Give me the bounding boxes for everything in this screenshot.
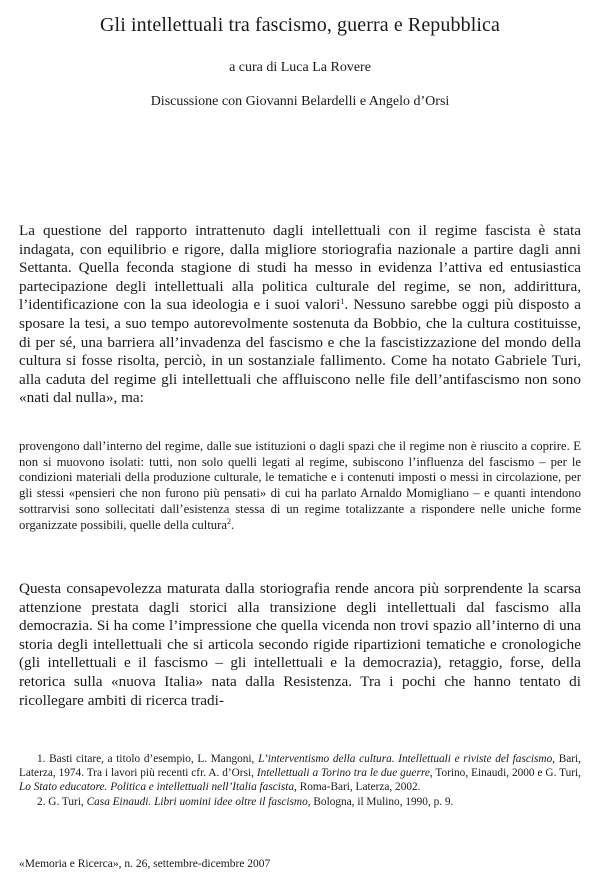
footnote-1-title-1: L’interventismo della cultura. Intellettuali e riviste del fascismo <box>258 753 553 765</box>
block-quote <box>19 439 581 533</box>
quote-end: . <box>230 517 235 532</box>
journal-citation-footer: «Memoria e Ricerca», n. 26, settembre-dicembre 2007 <box>19 858 271 870</box>
footnote-2-text: , Bologna, il Mulino, 1990, p. 9. <box>307 795 454 808</box>
footnotes <box>19 752 581 809</box>
body-paragraph-1 <box>19 222 581 408</box>
footnote-2 <box>19 795 581 809</box>
quote-text: provengono dall’interno del regime, dalle sue istituzioni o dagli spazi che il regime non è riuscito a coprire. E non si muovono isolati: tutti, non solo quelli legati al regime, subiscono l’influenza del fascismo – per le condizioni materiali della produzione culturale, le tematiche e i contenuti imposti o messi in circolazione, per gli stessi «pensieri che non furono più pensati» di cui ha parlato Arnaldo Momigliano – e quanti intendono sottrarvisi sono sollecitati dall’esistenza stessa di un regime totalizzante a rispondere nelle uniche forme organizzate possibili, quelle della cultura <box>19 439 581 532</box>
article-title: Gli intellettuali tra fascismo, guerra e Repubblica <box>100 14 500 36</box>
footnote-1-title-2: Intellettuali a Torino tra le due guerre <box>256 767 430 780</box>
footnote-1-title-3: Lo Stato educatore. Politica e intellettuali nell’Italia fascista <box>19 781 295 794</box>
footnote-1-text: , Torino, Einaudi, 2000 e G. Turi, <box>429 767 581 780</box>
footnote-2-text: 2. G. Turi, <box>37 795 87 808</box>
footnote-1-text: , Roma-Bari, Laterza, 2002. <box>294 781 421 794</box>
footnote-1-text: , Bari, Laterza, 1974. Tra i lavori più recenti cfr. A. d’Orsi, <box>19 753 581 780</box>
body-paragraph-2: Questa consapevolezza maturata dalla storiografia rende ancora più sorprendente la scarsa attenzione prestata dagli storici alla transizione degli intellettuali dal fascismo alla democrazia. Si ha come l’impressione che quella vicenda non trovi spazio all’interno di una storia degli intellettuali che si articola secondo rigide ripartizioni tematiche e cronologiche (gli intellettuali e il fascismo – gli intellettuali e la democrazia), retaggio, forse, della retorica sulla «nuova Italia» nata dalla Resistenza. Tra i pochi che hanno tentato di ricollegare ambiti di ricerca tradi- <box>19 580 581 709</box>
footnote-1-text: 1. Basti citare, a titolo d’esempio, L. Mangoni, <box>37 753 259 765</box>
footnote-1 <box>19 752 581 795</box>
footnote-2-title: Casa Einaudi. Libri uomini idee oltre il fascismo <box>86 795 308 808</box>
paragraph-1-continuation: . Nessuno sarebbe oggi più disposto a sposare la tesi, a suo tempo autorevolmente sostenuta da Bobbio, che la cultura costituisse, di per sé, una barriera all’invadenza del fascismo e che la fascistizzazione del mondo della cultura si fosse risolta, perciò, in un sostanziale fallimento. Come ha notato Gabriele Turi, alla caduta del regime gli intellettuali che affluiscono nelle file dell’antifascismo non sono «nati dal nulla», ma: <box>19 296 581 407</box>
paragraph-1-text: La questione del rapporto intrattenuto dagli intellettuali con il regime fascista è stata indagata, con equilibrio e rigore, dalla migliore storiografia nazionale a partire dagli anni Settanta. Quella feconda stagione di studi ha messo in evidenza l’attiva ed entusiastica partecipazione degli intellettuali alla politica culturale del regime, se non, addirittura, l’identificazione con la sua ideologia e i suoi valori <box>19 222 581 314</box>
editor-line: a cura di Luca La Rovere <box>229 60 371 75</box>
discussion-line: Discussione con Giovanni Belardelli e Angelo d’Orsi <box>150 94 450 109</box>
footnote-ref-1: 1 <box>340 297 345 307</box>
footnote-ref-2: 2 <box>226 516 231 526</box>
